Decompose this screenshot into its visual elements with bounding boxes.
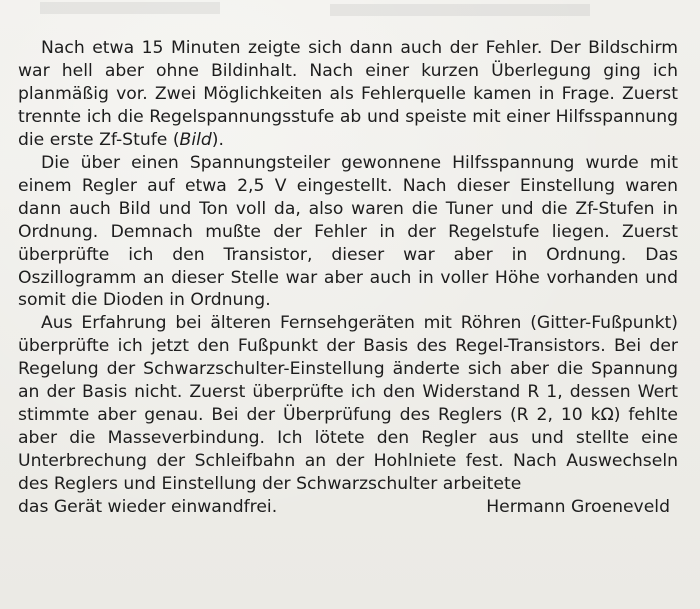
paragraph-1-text: Nach etwa 15 Minuten zeigte sich dann auch der Fehler. Der Bildschirm war hell aber ohne Bildinhalt. Nach einer kurzen Überlegung ging ich planmäßig vor. Zwei Möglichkeiten als Fehlerquelle kamen in Frage. Zuerst trennte ich die Regelspannungsstufe ab und speiste mit einer Hilfsspannung die erste Zf-Stufe ( (18, 38, 678, 150)
author-signature: Hermann Groeneveld (486, 497, 670, 518)
closing-line (18, 496, 678, 519)
paragraph-3 (18, 312, 678, 496)
paragraph-2: Die über einen Spannungsteiler gewonnene Hilfsspannung wurde mit einem Regler auf etwa 2,5 V eingestellt. Nach dieser Einstellung waren dann auch Bild und Ton voll da, also waren die Tuner und die Zf-Stufen in Ordnung. Demnach mußte der Fehler in der Regelstufe liegen. Zuerst überprüfte ich den Transistor, dieser war aber in Ordnung. Das Oszillogramm an dieser Stelle war aber auch in voller Höhe vorhanden und somit die Dioden in Ordnung. (18, 152, 678, 311)
bleed-through-mark (330, 4, 590, 16)
paragraph-1-end: ). (211, 129, 224, 150)
bleed-through-mark (40, 2, 220, 14)
emphasis-bild: Bild (179, 129, 212, 150)
article-body (18, 37, 678, 519)
paragraph-3-text: Aus Erfahrung bei älteren Fernsehgeräten mit Röhren (Gitter-Fußpunkt) überprüfte ich jetzt den Fußpunkt der Basis des Regel-Transistors. Bei der Regelung der Schwarzschulter-Einstellung änderte sich aber die Spannung an der Basis nicht. Zuerst überprüfte ich den Widerstand R 1, dessen Wert stimmte aber genau. Bei der Überprüfung des Reglers (R 2, 10 kΩ) fehlte aber die Masseverbindung. Ich lötete den Regler aus und stellte eine Unterbrechung der Schleifbahn an der Hohlniete fest. Nach Auswechseln des Reglers und Einstellung der Schwarzschulter arbeitete (18, 313, 678, 495)
paragraph-3-last-line: das Gerät wieder einwandfrei. (18, 497, 278, 518)
paragraph-1 (18, 37, 678, 152)
